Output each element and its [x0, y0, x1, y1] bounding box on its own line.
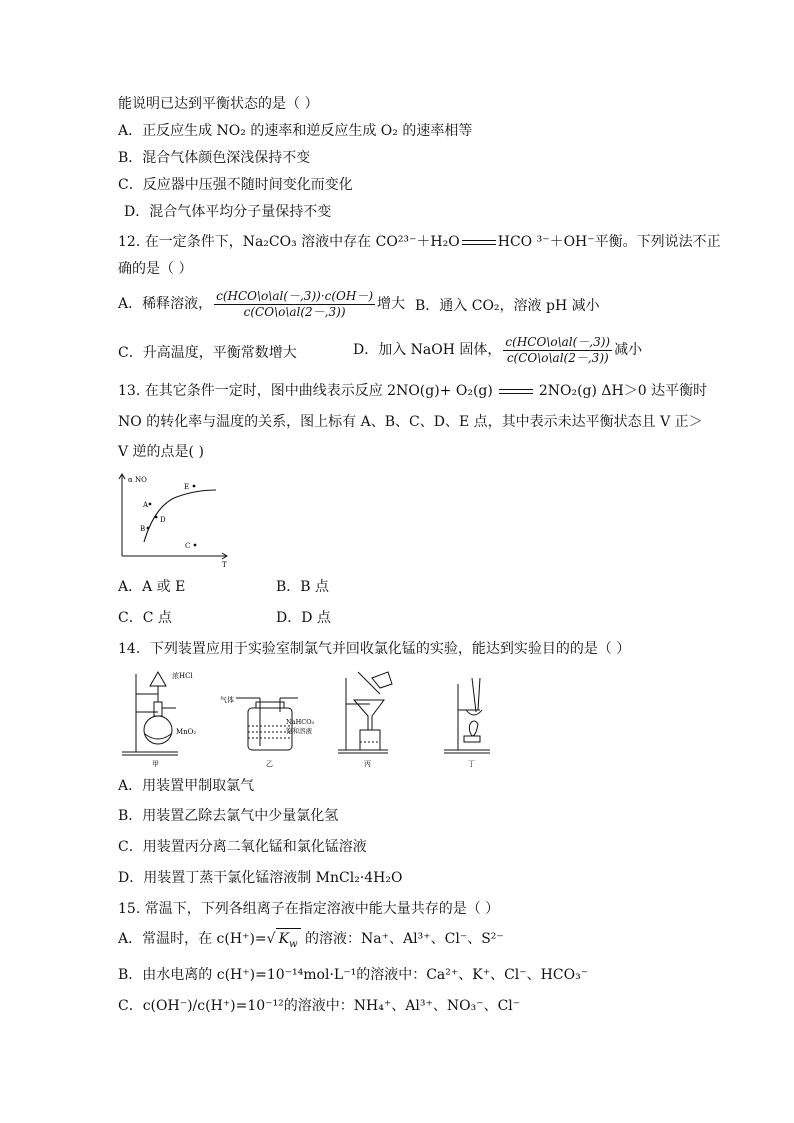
- yi-solution-label-1: NaHCO₃: [286, 718, 315, 726]
- q14-apparatus-figure: [118, 664, 498, 770]
- apparatus-bing: [338, 672, 392, 753]
- q14-stem: 14．下列装置应用于实验室制氯气并回收氯化锰的实验，能达到实验目的的是（ ）: [118, 641, 631, 657]
- graph-point-a: [149, 503, 152, 506]
- ding-caption: 丁: [468, 760, 475, 768]
- q13-option-d: D．D 点: [276, 610, 331, 626]
- q11-option-d: D．混合气体平均分子量保持不变: [124, 204, 332, 220]
- q14-option-d: D．用装置丁蒸干氯化锰溶液制 MnCl₂·4H₂O: [118, 870, 403, 886]
- q12-stem-part2: HCO ³⁻＋OH⁻平衡。下列说法不正: [497, 234, 721, 250]
- bing-caption: 丙: [364, 760, 371, 768]
- sqrt-icon: √: [266, 931, 276, 947]
- q13-stem-line3: V 逆的点是( ): [118, 444, 204, 460]
- q12-option-a-prefix: A．稀释溶液，: [118, 296, 213, 312]
- jia-hcl-label: 浓HCl: [172, 672, 193, 680]
- graph-point-d: [155, 516, 158, 519]
- q15-sqrt-content: [276, 928, 301, 955]
- yi-gas-label: 气体: [220, 696, 234, 704]
- graph-label-b: B: [140, 525, 146, 533]
- q13-option-c: C．C 点: [118, 610, 172, 626]
- graph-point-c: [194, 544, 197, 547]
- jia-caption: 甲: [152, 760, 159, 768]
- q12-option-d-fraction: [503, 335, 612, 366]
- q12-d-numerator: c(HCO\o\al(－,3)): [505, 334, 611, 349]
- q15-sqrt-sub: w: [289, 938, 298, 950]
- q12-stem-line1: [118, 232, 721, 252]
- q13-conversion-graph: [116, 470, 236, 570]
- graph-label-c: C: [185, 542, 191, 550]
- graph-label-a: A: [143, 501, 149, 509]
- q12-option-d: [353, 332, 642, 368]
- q13-option-b: B．B 点: [276, 579, 330, 595]
- q12-option-b: B．通入 CO₂，溶液 pH 减小: [415, 298, 600, 314]
- q12-d-denominator: c(CO\o\al(2－,3)): [506, 350, 609, 365]
- q15-option-c: C．c(OH⁻)/c(H⁺)=10⁻¹²的溶液中：NH₄⁺、Al³⁺、NO₃⁻、Cl⁻: [118, 998, 521, 1014]
- q12-a-numerator: c(HCO\o\al(－,3))·c(OH－): [216, 288, 374, 303]
- graph-curve: [144, 490, 216, 542]
- graph-ylabel: α NO: [128, 476, 147, 484]
- q12-option-d-suffix: 减小: [614, 342, 643, 358]
- q11-stem: 能说明已达到平衡状态的是（ ）: [118, 96, 319, 112]
- q12-option-a-suffix: 增大: [377, 296, 406, 312]
- q15-option-a-suffix: 的溶液：Na⁺、Al³⁺、Cl⁻、S²⁻: [300, 931, 504, 947]
- graph-xlabel: T: [222, 561, 227, 569]
- graph-label-d: D: [160, 516, 166, 524]
- apparatus-jia: [122, 672, 178, 755]
- equilibrium-arrow-icon: [462, 237, 496, 247]
- yi-solution-label-2: 饱和溶液: [286, 727, 312, 735]
- jia-mno2-label: MnO₂: [176, 728, 197, 736]
- q13-stem-line2: NO 的转化率与温度的关系，图上标有 A、B、C、D、E 点，其中表示未达平衡状态且 V 正＞: [118, 414, 703, 430]
- q12-a-denominator: c(CO\o\al(2－,3)): [243, 304, 346, 319]
- q13-stem-part1: 13. 在其它条件一定时，图中曲线表示反应 2NO(g)+ O₂(g): [118, 383, 493, 399]
- q13-stem-part2: 2NO₂(g) ΔH＞0 达平衡时: [538, 383, 708, 399]
- q15-sqrt-k: K: [278, 931, 290, 947]
- q12-option-d-prefix: D．加入 NaOH 固体，: [353, 342, 502, 358]
- q11-option-a: A．正反应生成 NO₂ 的速率和逆反应生成 O₂ 的速率相等: [118, 123, 473, 139]
- q12-option-c: C．升高温度，平衡常数增大: [118, 345, 297, 361]
- graph-point-e: [193, 485, 196, 488]
- q14-option-b: B．用装置乙除去氯气中少量氯化氢: [118, 808, 339, 824]
- q12-stem-line2: 确的是（ ）: [118, 261, 193, 277]
- q15-option-a-prefix: A．常温时，在 c(H⁺)=: [118, 931, 267, 947]
- q13-stem-line1: [118, 381, 707, 401]
- q12-stem-part1: 12. 在一定条件下，Na₂CO₃ 溶液中存在 CO²³⁻＋H₂O: [118, 234, 460, 250]
- q11-option-b: B．混合气体颜色深浅保持不变: [118, 150, 311, 166]
- q14-option-c: C．用装置丙分离二氧化锰和氯化锰溶液: [118, 839, 367, 855]
- q12-option-a-fraction: [214, 289, 375, 320]
- q11-option-c: C．反应器中压强不随时间变化而变化: [118, 177, 353, 193]
- q13-option-a: A．A 或 E: [118, 579, 186, 595]
- q15-option-a: [118, 928, 504, 955]
- q14-option-a: A．用装置甲制取氯气: [118, 778, 255, 794]
- q15-stem: 15. 常温下，下列各组离子在指定溶液中能大量共存的是（ ）: [118, 901, 500, 917]
- yi-caption: 乙: [266, 760, 273, 768]
- equilibrium-arrow-icon: [499, 386, 533, 396]
- apparatus-ding: [444, 678, 490, 753]
- q15-option-b: B．由水电离的 c(H⁺)=10⁻¹⁴mol·L⁻¹的溶液中：Ca²⁺、K⁺、Cl⁻、HCO₃⁻: [118, 967, 589, 983]
- graph-point-b: [147, 527, 150, 530]
- graph-label-e: E: [184, 483, 190, 491]
- q12-row-ab: [118, 286, 405, 322]
